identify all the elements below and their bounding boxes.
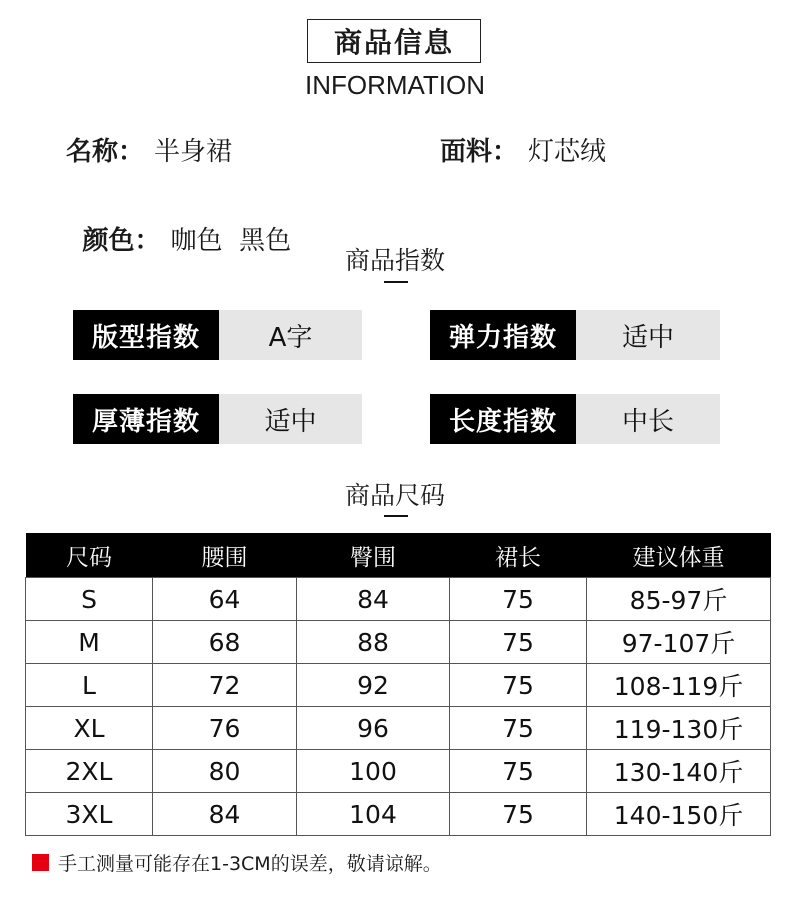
table-cell: 84	[297, 578, 450, 621]
table-cell: 75	[450, 621, 587, 664]
index-section-title: 商品指数	[344, 246, 445, 275]
table-cell: 75	[450, 578, 587, 621]
table-cell: 85-97斤	[587, 578, 771, 621]
red-square-icon	[32, 854, 49, 871]
index-label: 长度指数	[430, 394, 576, 444]
info-fabric	[440, 131, 606, 168]
column-header: 臀围	[297, 533, 450, 578]
index-item-fit	[73, 310, 362, 360]
page-subtitle: INFORMATION	[304, 70, 486, 100]
table-cell: 97-107斤	[587, 621, 771, 664]
table-row	[26, 707, 771, 750]
size-section-title: 商品尺码	[344, 481, 445, 510]
size-section-underline	[384, 515, 408, 517]
table-cell: 80	[153, 750, 297, 793]
index-value: A字	[219, 310, 362, 360]
table-row	[26, 621, 771, 664]
column-header: 裙长	[450, 533, 587, 578]
table-cell: L	[26, 664, 153, 707]
table-cell: 140-150斤	[587, 793, 771, 836]
table-cell: 3XL	[26, 793, 153, 836]
index-label: 版型指数	[73, 310, 219, 360]
page-title: 商品信息	[333, 26, 454, 59]
index-label: 弹力指数	[430, 310, 576, 360]
index-item-thickness	[73, 394, 362, 444]
table-cell: 75	[450, 750, 587, 793]
table-cell: 68	[153, 621, 297, 664]
info-name	[66, 131, 232, 168]
color-label: 颜色：	[82, 226, 161, 256]
table-cell: 92	[297, 664, 450, 707]
index-value: 适中	[219, 394, 362, 444]
index-item-elasticity	[430, 310, 720, 360]
size-table-header	[26, 533, 771, 578]
fabric-value: 灯芯绒	[528, 137, 607, 167]
name-label: 名称：	[66, 137, 145, 167]
table-cell: 75	[450, 707, 587, 750]
table-cell: XL	[26, 707, 153, 750]
measurement-note	[32, 849, 442, 876]
column-header: 尺码	[26, 533, 153, 578]
index-value: 适中	[576, 310, 720, 360]
table-cell: 2XL	[26, 750, 153, 793]
name-value: 半身裙	[154, 137, 233, 167]
table-cell: 76	[153, 707, 297, 750]
table-cell: 104	[297, 793, 450, 836]
table-cell: S	[26, 578, 153, 621]
column-header: 腰围	[153, 533, 297, 578]
index-label: 厚薄指数	[73, 394, 219, 444]
table-cell: 75	[450, 664, 587, 707]
table-cell: 64	[153, 578, 297, 621]
table-row	[26, 578, 771, 621]
fabric-label: 面料：	[440, 137, 519, 167]
table-cell: 75	[450, 793, 587, 836]
table-cell: 130-140斤	[587, 750, 771, 793]
table-cell: 119-130斤	[587, 707, 771, 750]
index-value: 中长	[576, 394, 720, 444]
table-cell: 88	[297, 621, 450, 664]
table-row	[26, 750, 771, 793]
index-section-underline	[384, 281, 408, 283]
note-text: 手工测量可能存在1-3CM的误差，敬请谅解。	[58, 853, 442, 875]
table-cell: 96	[297, 707, 450, 750]
section-title-box	[307, 19, 481, 63]
table-cell: 84	[153, 793, 297, 836]
table-cell: 100	[297, 750, 450, 793]
column-header: 建议体重	[587, 533, 771, 578]
table-cell: M	[26, 621, 153, 664]
table-cell: 108-119斤	[587, 664, 771, 707]
table-cell: 72	[153, 664, 297, 707]
color-value: 咖色 黑色	[170, 226, 292, 256]
table-row	[26, 793, 771, 836]
table-row	[26, 664, 771, 707]
index-item-length	[430, 394, 720, 444]
size-table	[25, 533, 771, 836]
